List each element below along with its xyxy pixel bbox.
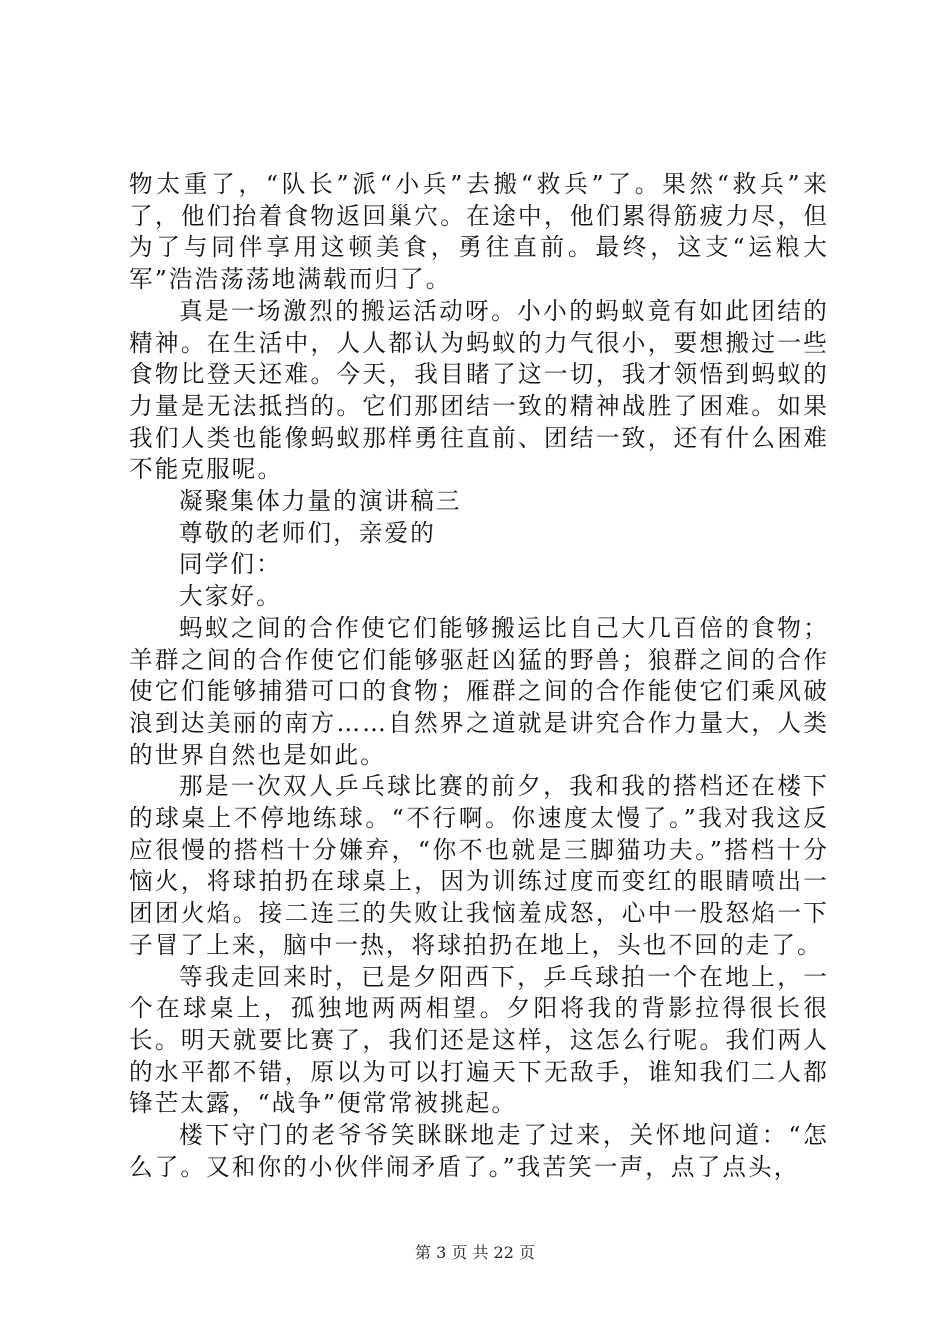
- salutation-line-2: 同学们：: [179, 550, 282, 579]
- paragraph-6: 楼下守门的老爷爷笑眯眯地走了过来，关怀地问道：“怎么了。又和你的小伙伴闹矛盾了。”我苦笑一声，点了点头，: [129, 1121, 829, 1181]
- salutation-line-1: 尊敬的老师们，亲爱的: [179, 518, 436, 547]
- greeting: 大家好。: [179, 582, 282, 611]
- paragraph-1: 物太重了，“队长”派“小兵”去搬“救兵”了。果然“救兵”来了，他们抬着食物返回巢穴。在途中，他们累得筋疲力尽，但为了与同伴享用这顿美食，勇往直前。最终，这支“运粮大军”浩浩荡荡地满载而归了。: [129, 170, 829, 294]
- paragraph-5: 等我走回来时，已是夕阳西下，乒乓球拍一个在地上，一个在球桌上，孤独地两两相望。夕阳将我的背影拉得很长很长。明天就要比赛了，我们还是这样，这怎么行呢。我们两人的水平都不错，原以为可以打遍天下无敌手，谁知我们二人都锋芒太露，“战争”便常常被挑起。: [129, 962, 829, 1118]
- paragraph-4: 那是一次双人乒乓球比赛的前夕，我和我的搭档还在楼下的球桌上不停地练球。“不行啊。你速度太慢了。”我对我这反应很慢的搭档十分嫌弃，“你不也就是三脚猫功夫。”搭档十分恼火，将球拍扔在球桌上，因为训练过度而变红的眼睛喷出一团团火焰。接二连三的失败让我恼羞成怒，心中一股怒焰一下子冒了上来，脑中一热，将球拍扔在地上，头也不回的走了。: [129, 772, 829, 959]
- paragraph-3: 蚂蚁之间的合作使它们能够搬运比自己大几百倍的食物；羊群之间的合作使它们能够驱赶凶猛的野兽；狼群之间的合作使它们能够捕猎可口的食物；雁群之间的合作能使它们乘风破浪到达美丽的南方……自然界之道就是讲究合作力量大，人类的世界自然也是如此。: [129, 613, 829, 769]
- page-number-footer: 第 3 页 共 22 页: [415, 1243, 535, 1262]
- body-text: [129, 169, 829, 1184]
- speech-title: 凝聚集体力量的演讲稿三: [179, 487, 462, 516]
- paragraph-2: 真是一场激烈的搬运活动呀。小小的蚂蚁竟有如此团结的精神。在生活中，人人都认为蚂蚁的力气很小，要想搬过一些食物比登天还难。今天，我目睹了这一切，我才领悟到蚂蚁的力量是无法抵挡的。它们那团结一致的精神战胜了困难。如果我们人类也能像蚂蚁那样勇往直前、团结一致，还有什么困难不能克服呢。: [129, 296, 829, 484]
